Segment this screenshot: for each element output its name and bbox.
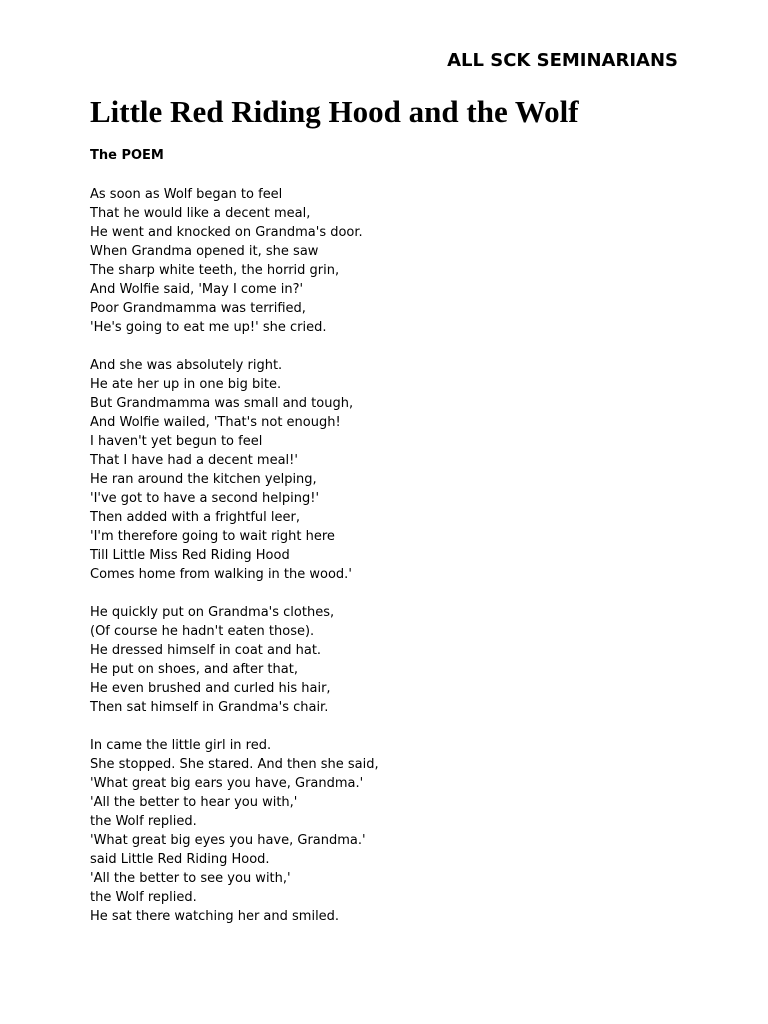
poem-line: And she was absolutely right. <box>90 358 283 373</box>
poem-line: He sat there watching her and smiled. <box>90 909 340 924</box>
poem-line: the Wolf replied. <box>90 890 197 905</box>
poem-line: 'All the better to hear you with,' <box>90 795 298 810</box>
stanza-4 <box>90 736 690 926</box>
poem-line: In came the little girl in red. <box>90 738 272 753</box>
poem-line: He ran around the kitchen yelping, <box>90 472 317 487</box>
poem-line: 'All the better to see you with,' <box>90 871 291 886</box>
section-subtitle: The POEM <box>90 148 164 163</box>
poem-line: When Grandma opened it, she saw <box>90 244 319 259</box>
poem-line: Poor Grandmamma was terrified, <box>90 301 306 316</box>
poem-line: said Little Red Riding Hood. <box>90 852 270 867</box>
poem-line: He put on shoes, and after that, <box>90 662 298 677</box>
poem-line: the Wolf replied. <box>90 814 197 829</box>
poem-line: He dressed himself in coat and hat. <box>90 643 322 658</box>
author-label: ALL SCK SEMINARIANS <box>447 50 678 71</box>
poem-line: He quickly put on Grandma's clothes, <box>90 605 335 620</box>
poem-line: He went and knocked on Grandma's door. <box>90 225 363 240</box>
poem-line: I haven't yet begun to feel <box>90 434 263 449</box>
poem-line: (Of course he hadn't eaten those). <box>90 624 315 639</box>
stanza-1 <box>90 185 690 337</box>
stanza-2 <box>90 356 690 584</box>
document-title: Little Red Riding Hood and the Wolf <box>90 94 579 129</box>
poem-line: That I have had a decent meal!' <box>90 453 298 468</box>
poem-line: And Wolfie wailed, 'That's not enough! <box>90 415 341 430</box>
poem-line: The sharp white teeth, the horrid grin, <box>90 263 340 278</box>
poem-line: 'I'm therefore going to wait right here <box>90 529 335 544</box>
poem-line: That he would like a decent meal, <box>90 206 311 221</box>
poem-line: 'He's going to eat me up!' she cried. <box>90 320 327 335</box>
poem-line: 'I've got to have a second helping!' <box>90 491 320 506</box>
poem-line: He ate her up in one big bite. <box>90 377 282 392</box>
stanza-3 <box>90 603 690 717</box>
poem-body <box>90 185 690 945</box>
poem-line: But Grandmamma was small and tough, <box>90 396 354 411</box>
poem-line: And Wolfie said, 'May I come in?' <box>90 282 304 297</box>
poem-line: 'What great big ears you have, Grandma.' <box>90 776 364 791</box>
poem-line: Then sat himself in Grandma's chair. <box>90 700 329 715</box>
poem-line: He even brushed and curled his hair, <box>90 681 331 696</box>
poem-line: Till Little Miss Red Riding Hood <box>90 548 290 563</box>
poem-line: As soon as Wolf began to feel <box>90 187 283 202</box>
poem-line: Then added with a frightful leer, <box>90 510 300 525</box>
poem-line: 'What great big eyes you have, Grandma.' <box>90 833 366 848</box>
poem-line: She stopped. She stared. And then she said, <box>90 757 379 772</box>
poem-line: Comes home from walking in the wood.' <box>90 567 352 582</box>
